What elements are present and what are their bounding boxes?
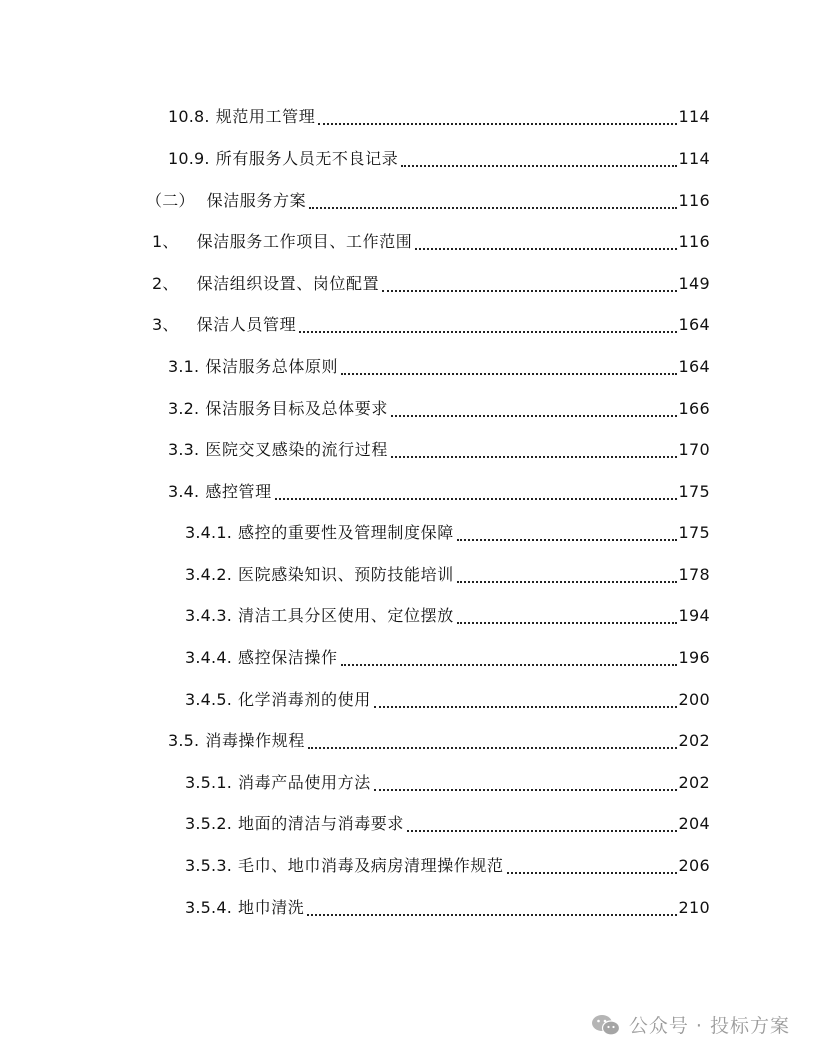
toc-entry-title: 感控保洁操作 <box>238 648 338 667</box>
toc-entry[interactable] <box>168 353 710 381</box>
toc-entry[interactable] <box>168 478 710 506</box>
toc-entry-number: 3.4.1. <box>185 523 232 542</box>
toc-entry-page: 116 <box>678 191 710 210</box>
toc-entry[interactable] <box>168 727 710 755</box>
toc-entry-title: 所有服务人员无不良记录 <box>215 149 399 168</box>
toc-entry-page: 202 <box>678 731 710 750</box>
toc-entry-page: 200 <box>678 690 710 709</box>
toc-dot-leader <box>507 872 677 874</box>
toc-dot-leader <box>299 331 676 333</box>
toc-dot-leader <box>275 498 677 500</box>
toc-entry[interactable] <box>185 810 710 838</box>
toc-entry[interactable] <box>168 395 710 423</box>
toc-entry-title: 医院感染知识、预防技能培训 <box>238 565 454 584</box>
wechat-icon <box>591 1013 621 1037</box>
toc-entry[interactable] <box>185 686 710 714</box>
toc-entry-title: 医院交叉感染的流行过程 <box>205 440 388 459</box>
toc-entry[interactable] <box>146 187 710 215</box>
toc-entry[interactable] <box>185 602 710 630</box>
toc-entry-page: 178 <box>678 565 710 584</box>
toc-entry[interactable] <box>168 145 710 173</box>
toc-entry-number: （二） <box>146 191 195 210</box>
toc-entry[interactable] <box>185 852 710 880</box>
toc-entry-title: 保洁服务方案 <box>206 191 307 210</box>
toc-entry-page: 170 <box>678 440 710 459</box>
toc-entry-title: 感控的重要性及管理制度保障 <box>238 523 454 542</box>
toc-entry-title: 保洁人员管理 <box>196 315 297 334</box>
toc-entry-title: 地面的清洁与消毒要求 <box>238 814 405 833</box>
toc-entry-page: 202 <box>678 773 710 792</box>
toc-entry-title: 保洁组织设置、岗位配置 <box>196 274 380 293</box>
toc-dot-leader <box>309 207 676 209</box>
toc-entry-number: 3.1. <box>168 357 200 376</box>
toc-entry-page: 196 <box>678 648 710 667</box>
toc-dot-leader <box>341 373 676 375</box>
toc-entry-title: 消毒产品使用方法 <box>238 773 371 792</box>
watermark-text: 公众号 · 投标方案 <box>628 1015 790 1037</box>
toc-entry-page: 194 <box>678 606 710 625</box>
toc-entry-page: 175 <box>678 482 710 501</box>
toc-entry[interactable] <box>168 103 710 131</box>
toc-dot-leader <box>457 622 677 624</box>
watermark <box>591 1011 790 1038</box>
toc-entry-number: 2、 <box>152 274 179 293</box>
toc-dot-leader <box>374 789 677 791</box>
toc-entry-title: 地巾清洗 <box>238 898 305 917</box>
toc-entry[interactable] <box>185 644 710 672</box>
toc-dot-leader <box>307 914 676 916</box>
toc-entry-page: 206 <box>678 856 710 875</box>
toc-entry-number: 3.4.5. <box>185 690 232 709</box>
toc-entry-number: 3.4.3. <box>185 606 232 625</box>
toc-entry[interactable] <box>185 561 710 589</box>
toc-entry-number: 3.4. <box>168 482 200 501</box>
toc-entry[interactable] <box>152 270 710 298</box>
toc-entry-number: 3.5.3. <box>185 856 232 875</box>
toc-entry-number: 3.2. <box>168 399 200 418</box>
toc-entry[interactable] <box>185 894 710 922</box>
toc-entry-number: 3.5.4. <box>185 898 232 917</box>
toc-entry-title: 感控管理 <box>205 482 272 501</box>
toc-entry[interactable] <box>185 769 710 797</box>
toc-entry-number: 10.9. <box>168 149 210 168</box>
toc-entry-number: 3.5.1. <box>185 773 232 792</box>
toc-entry-page: 116 <box>678 232 710 251</box>
toc-entry-number: 3.5.2. <box>185 814 232 833</box>
toc-entry-number: 3、 <box>152 315 179 334</box>
toc-dot-leader <box>457 539 677 541</box>
toc-entry-title: 保洁服务工作项目、工作范围 <box>196 232 413 251</box>
toc-entry-page: 164 <box>678 315 710 334</box>
toc-entry-page: 149 <box>678 274 710 293</box>
toc-dot-leader <box>391 415 677 417</box>
toc-entry-title: 清洁工具分区使用、定位摆放 <box>238 606 454 625</box>
toc-entry-number: 10.8. <box>168 107 210 126</box>
toc-entry[interactable] <box>152 311 710 339</box>
toc-entry-title: 保洁服务总体原则 <box>205 357 339 376</box>
toc-dot-leader <box>415 248 676 250</box>
toc-entry-title: 毛巾、地巾消毒及病房清理操作规范 <box>238 856 504 875</box>
toc-entry-number: 3.3. <box>168 440 200 459</box>
toc-entry[interactable] <box>185 519 710 547</box>
toc-entry-number: 3.4.4. <box>185 648 232 667</box>
toc-dot-leader <box>318 123 676 125</box>
toc-dot-leader <box>401 165 676 167</box>
toc-entry-page: 114 <box>678 107 710 126</box>
toc-dot-leader <box>374 706 677 708</box>
toc-entry-page: 164 <box>678 357 710 376</box>
toc-entry-title: 保洁服务目标及总体要求 <box>205 399 388 418</box>
toc-entry[interactable] <box>168 436 710 464</box>
toc-dot-leader <box>382 290 676 292</box>
toc-entry-title: 规范用工管理 <box>215 107 316 126</box>
toc-entry-page: 166 <box>678 399 710 418</box>
toc-dot-leader <box>457 581 677 583</box>
toc-entry-title: 化学消毒剂的使用 <box>238 690 371 709</box>
toc-entry-page: 210 <box>678 898 710 917</box>
toc-entry-page: 175 <box>678 523 710 542</box>
toc-dot-leader <box>308 747 677 749</box>
toc-entry-page: 114 <box>678 149 710 168</box>
toc-entry-title: 消毒操作规程 <box>205 731 305 750</box>
toc-dot-leader <box>391 456 677 458</box>
toc-entry-number: 3.4.2. <box>185 565 232 584</box>
toc-dot-leader <box>407 830 677 832</box>
toc-entry-number: 3.5. <box>168 731 200 750</box>
toc-entry-number: 1、 <box>152 232 179 251</box>
toc-entry[interactable] <box>152 228 710 256</box>
toc-dot-leader <box>341 664 677 666</box>
toc-entry-page: 204 <box>678 814 710 833</box>
